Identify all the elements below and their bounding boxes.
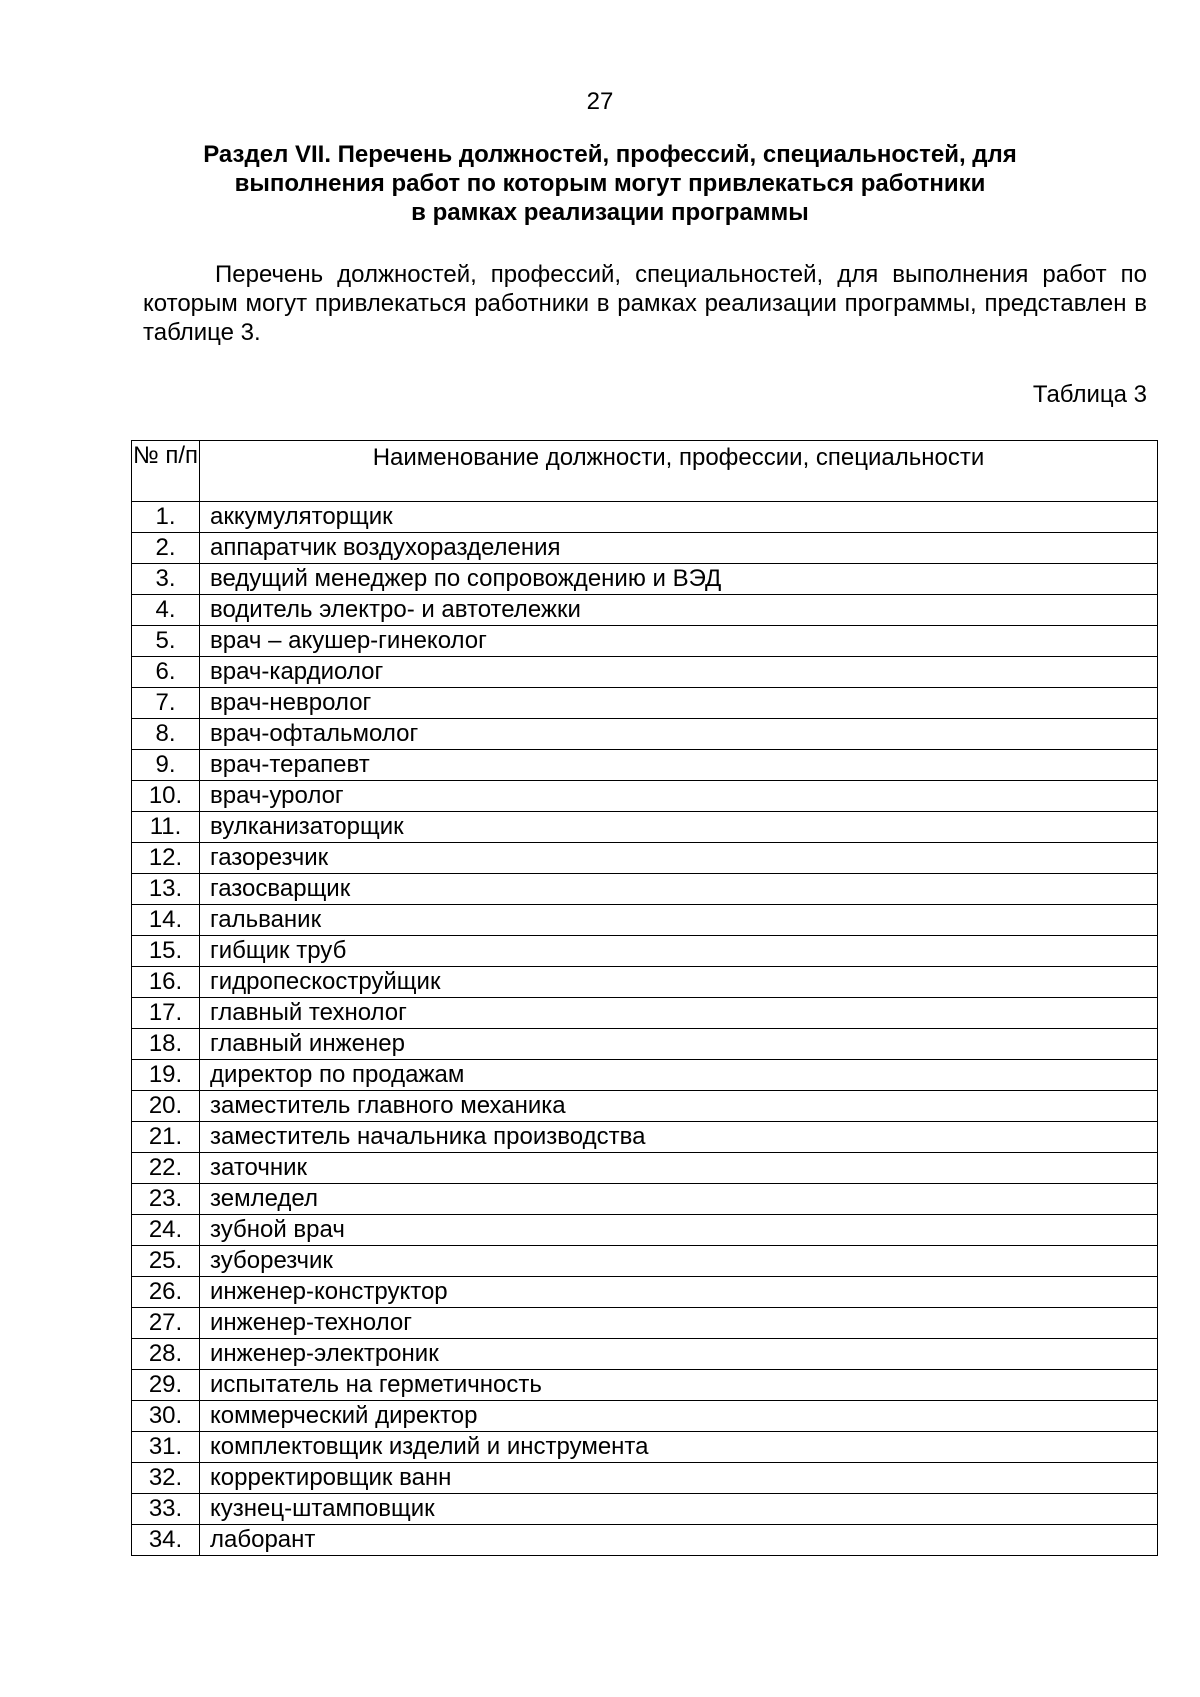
- table-row: [132, 657, 1158, 688]
- row-number: 13.: [132, 874, 200, 905]
- row-number: 9.: [132, 750, 200, 781]
- row-number: 25.: [132, 1246, 200, 1277]
- row-position-name: гибщик труб: [200, 936, 1158, 967]
- row-position-name: аккумуляторщик: [200, 502, 1158, 533]
- table-row: [132, 1370, 1158, 1401]
- page-number: 27: [586, 88, 614, 115]
- row-number: 22.: [132, 1153, 200, 1184]
- row-number: 2.: [132, 533, 200, 564]
- row-number: 23.: [132, 1184, 200, 1215]
- row-number: 30.: [132, 1401, 200, 1432]
- table-row: [132, 998, 1158, 1029]
- row-position-name: вулканизаторщик: [200, 812, 1158, 843]
- table-row: [132, 688, 1158, 719]
- table-row: [132, 781, 1158, 812]
- row-number: 32.: [132, 1463, 200, 1494]
- table-row: [132, 1153, 1158, 1184]
- table-row: [132, 874, 1158, 905]
- row-number: 12.: [132, 843, 200, 874]
- table-row: [132, 1060, 1158, 1091]
- row-position-name: коммерческий директор: [200, 1401, 1158, 1432]
- positions-table: [131, 440, 1158, 1556]
- row-number: 7.: [132, 688, 200, 719]
- row-position-name: главный технолог: [200, 998, 1158, 1029]
- table-row: [132, 719, 1158, 750]
- row-number: 27.: [132, 1308, 200, 1339]
- row-position-name: испытатель на герметичность: [200, 1370, 1158, 1401]
- table-row: [132, 1525, 1158, 1556]
- row-number: 10.: [132, 781, 200, 812]
- table-row: [132, 1184, 1158, 1215]
- table-row: [132, 626, 1158, 657]
- row-number: 28.: [132, 1339, 200, 1370]
- row-position-name: аппаратчик воздухоразделения: [200, 533, 1158, 564]
- row-position-name: корректировщик ванн: [200, 1463, 1158, 1494]
- row-number: 17.: [132, 998, 200, 1029]
- table-row: [132, 812, 1158, 843]
- row-number: 15.: [132, 936, 200, 967]
- row-number: 1.: [132, 502, 200, 533]
- table-row: [132, 1463, 1158, 1494]
- row-position-name: врач-кардиолог: [200, 657, 1158, 688]
- table-row: [132, 595, 1158, 626]
- row-position-name: ведущий менеджер по сопровождению и ВЭД: [200, 564, 1158, 595]
- row-number: 16.: [132, 967, 200, 998]
- section-heading: [160, 140, 1060, 227]
- table-row: [132, 1277, 1158, 1308]
- section-heading-line-3: в рамках реализации программы: [411, 199, 809, 226]
- row-position-name: заточник: [200, 1153, 1158, 1184]
- row-number: 8.: [132, 719, 200, 750]
- table-row: [132, 502, 1158, 533]
- row-number: 19.: [132, 1060, 200, 1091]
- row-number: 18.: [132, 1029, 200, 1060]
- table-row: [132, 905, 1158, 936]
- table-row: [132, 564, 1158, 595]
- table-row: [132, 1494, 1158, 1525]
- section-heading-line-2: выполнения работ по которым могут привлекаться работники: [234, 170, 986, 197]
- row-position-name: главный инженер: [200, 1029, 1158, 1060]
- row-position-name: газорезчик: [200, 843, 1158, 874]
- section-heading-line-1: Раздел VII. Перечень должностей, профессий, специальностей, для: [203, 141, 1017, 168]
- row-number: 11.: [132, 812, 200, 843]
- row-number: 6.: [132, 657, 200, 688]
- row-position-name: кузнец-штамповщик: [200, 1494, 1158, 1525]
- table-row: [132, 1215, 1158, 1246]
- table-header-row: [132, 441, 1158, 502]
- row-position-name: врач-офтальмолог: [200, 719, 1158, 750]
- row-position-name: заместитель начальника производства: [200, 1122, 1158, 1153]
- table-row: [132, 1122, 1158, 1153]
- row-number: 24.: [132, 1215, 200, 1246]
- row-position-name: гидропескоструйщик: [200, 967, 1158, 998]
- header-name: Наименование должности, профессии, специальности: [200, 441, 1158, 502]
- table-row: [132, 1246, 1158, 1277]
- header-num: № п/п: [132, 441, 200, 502]
- row-position-name: комплектовщик изделий и инструмента: [200, 1432, 1158, 1463]
- row-number: 26.: [132, 1277, 200, 1308]
- row-position-name: инженер-конструктор: [200, 1277, 1158, 1308]
- row-position-name: земледел: [200, 1184, 1158, 1215]
- row-number: 33.: [132, 1494, 200, 1525]
- row-position-name: лаборант: [200, 1525, 1158, 1556]
- table-row: [132, 843, 1158, 874]
- row-position-name: врач-невролог: [200, 688, 1158, 719]
- intro-paragraph: Перечень должностей, профессий, специальностей, для выполнения работ по которым могут привлекаться работники в рамках реализации программы, представлен в таблице 3.: [143, 261, 1147, 346]
- row-number: 3.: [132, 564, 200, 595]
- row-position-name: газосварщик: [200, 874, 1158, 905]
- row-position-name: врач-уролог: [200, 781, 1158, 812]
- row-number: 14.: [132, 905, 200, 936]
- row-number: 5.: [132, 626, 200, 657]
- row-number: 34.: [132, 1525, 200, 1556]
- row-number: 20.: [132, 1091, 200, 1122]
- table-row: [132, 1029, 1158, 1060]
- table-row: [132, 533, 1158, 564]
- table-row: [132, 1432, 1158, 1463]
- table-row: [132, 936, 1158, 967]
- row-number: 31.: [132, 1432, 200, 1463]
- table-row: [132, 967, 1158, 998]
- row-position-name: директор по продажам: [200, 1060, 1158, 1091]
- table-row: [132, 1308, 1158, 1339]
- table-row: [132, 1401, 1158, 1432]
- row-position-name: зубной врач: [200, 1215, 1158, 1246]
- table-caption: Таблица 3: [1032, 381, 1147, 408]
- row-position-name: инженер-технолог: [200, 1308, 1158, 1339]
- row-position-name: гальваник: [200, 905, 1158, 936]
- table-row: [132, 1339, 1158, 1370]
- row-position-name: врач-терапевт: [200, 750, 1158, 781]
- table-row: [132, 750, 1158, 781]
- table-row: [132, 1091, 1158, 1122]
- row-position-name: зуборезчик: [200, 1246, 1158, 1277]
- row-position-name: заместитель главного механика: [200, 1091, 1158, 1122]
- row-position-name: инженер-электроник: [200, 1339, 1158, 1370]
- table-body: [132, 502, 1158, 1556]
- row-position-name: врач – акушер-гинеколог: [200, 626, 1158, 657]
- row-number: 21.: [132, 1122, 200, 1153]
- row-number: 29.: [132, 1370, 200, 1401]
- row-number: 4.: [132, 595, 200, 626]
- row-position-name: водитель электро- и автотележки: [200, 595, 1158, 626]
